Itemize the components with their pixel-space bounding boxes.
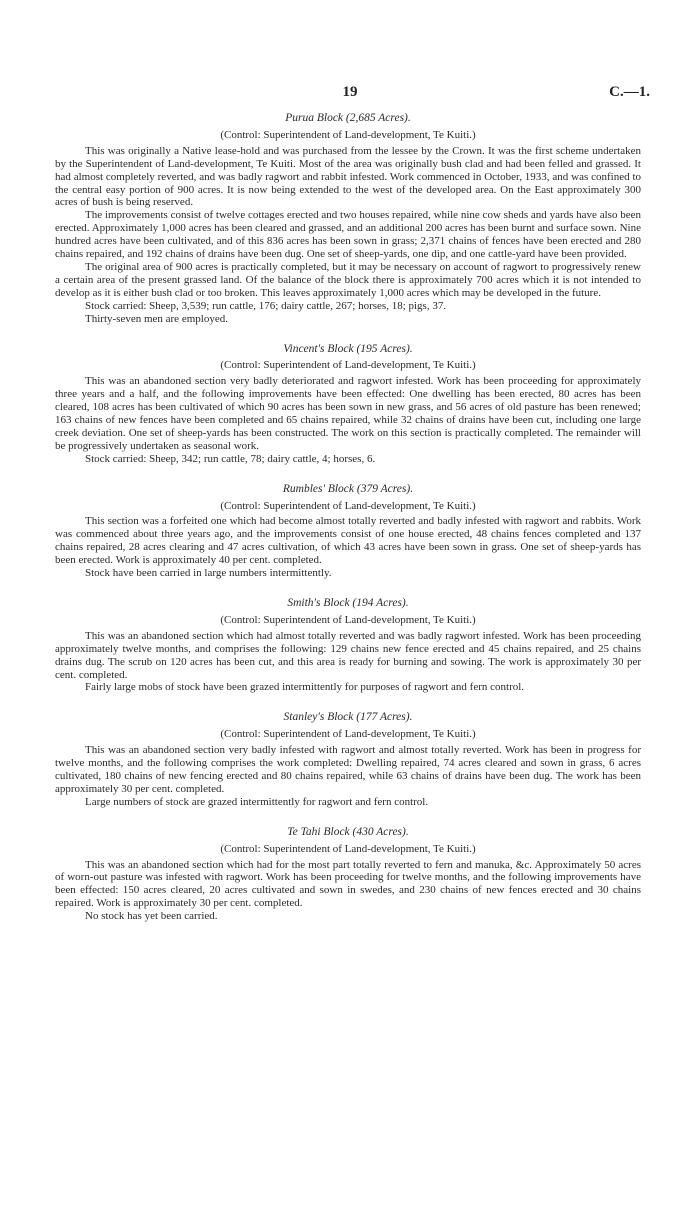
paragraph: Stock have been carried in large numbers intermittently. — [85, 567, 332, 580]
section-control: (Control: Superintendent of Land-development, Te Kuiti.) — [220, 359, 476, 372]
section-smiths-block — [55, 597, 641, 694]
section-rumbles-block — [55, 483, 641, 580]
section-control: (Control: Superintendent of Land-development, Te Kuiti.) — [220, 613, 476, 626]
paragraph: Large numbers of stock are grazed intermittently for ragwort and fern control. — [85, 795, 429, 808]
paragraph: This was an abandoned section which had for the most part totally reverted to fern and manuka, &c. Approximately 50 acres of worn-out pasture was infested with ragwort. Work has been proceeding for twelve months, and the following improvements have been effected: 150 acres cleared, 20 acres cultivated and sown in swedes, and 230 chains of new fences erected and 30 chains repaired. Work is approximately 30 per cent. completed. — [55, 858, 641, 910]
document-code: C.—1. — [609, 84, 650, 100]
section-control: (Control: Superintendent of Land-development, Te Kuiti.) — [220, 499, 476, 512]
section-stanleys-block — [55, 711, 641, 808]
paragraph: Fairly large mobs of stock have been grazed intermittently for purposes of ragwort and fern control. — [85, 681, 525, 694]
paragraph: The improvements consist of twelve cottages erected and two houses repaired, while nine cow sheds and yards have also been erected. Approximately 1,000 acres has been cleared and grassed, and an additional 200 acres has been burnt and surface sown. Nine hundred acres have been cultivated, and of this 836 acres has been sown in grass; 2,371 chains of fences have been erected and 280 chains repaired, and 192 chains of drains have been dug. One set of sheep-yards, one dip, and one cattle-yard have been provided. — [55, 209, 641, 261]
section-purua-block — [55, 112, 641, 326]
paragraph: The original area of 900 acres is practically completed, but it may be necessary on account of ragwort to progressively renew a certain area of the present grassed land. Of the balance of the block there is approximately 700 acres which it is not intended to develop as it is either bush clad or too broken. This leaves approximately 1,000 acres which may be developed in the future. — [55, 260, 641, 299]
paragraph: This was originally a Native lease-hold and was purchased from the lessee by the Crown. It was the first scheme undertaken by the Superintendent of Land-development, Te Kuiti. Most of the area was originally bush clad and had been felled and grassed. It had almost completely reverted, and was badly ragwort and rabbit infested. Work commenced in October, 1933, and was confined to the central easy portion of 900 acres. It is now being extended to the west of the developed area. On the East approximately 300 acres of bush is being reserved. — [55, 144, 641, 209]
section-heading: Purua Block (2,685 Acres). — [285, 112, 411, 124]
paragraph: Stock carried: Sheep, 3,539; run cattle, 176; dairy cattle, 267; horses, 18; pigs, 37. — [85, 299, 447, 312]
section-heading: Vincent's Block (195 Acres). — [283, 342, 413, 355]
section-heading: Rumbles' Block (379 Acres). — [282, 482, 414, 495]
paragraph: Thirty-seven men are employed. — [85, 312, 228, 325]
paragraph: This section was a forfeited one which had become almost totally reverted and badly infested with ragwort and rabbits. Work was commenced about three years ago, and the improvements consist of one house erected, 48 chains fences completed and 137 chains repaired, 28 acres clearing and 47 acres cultivation, of which 43 acres have been sown in grass. One set of sheep-yards has been erected. Work is approximately 40 per cent. completed. — [55, 515, 641, 567]
section-heading: Stanley's Block (177 Acres). — [283, 711, 413, 724]
section-heading: Te Tahi Block (430 Acres). — [287, 825, 409, 838]
paragraph: Stock carried: Sheep, 342; run cattle, 78; dairy cattle, 4; horses, 6. — [85, 452, 376, 465]
paragraph: This was an abandoned section very badly deteriorated and ragwort infested. Work has been proceeding for approximately three years and a half, and the following improvements have been effected: One dwelling has been erected, 80 acres has been cleared, 108 acres has been cultivated of which 90 acres has been sown in new grass, and 56 acres of old pasture has been renewed; 163 chains of new fences have been completed and 65 chains repaired, while 32 chains of drains have been cut, including one large creek deviation. One set of sheep-yards has been constructed. The work on this section is practically completed. The remainder will be progressively undertaken as seasonal work. — [55, 375, 641, 452]
paragraph: No stock has yet been carried. — [85, 910, 218, 923]
section-control: (Control: Superintendent of Land-development, Te Kuiti.) — [220, 842, 476, 855]
section-control: (Control: Superintendent of Land-development, Te Kuiti.) — [220, 128, 476, 141]
page-number: 19 — [342, 84, 358, 100]
section-te-tahi-block — [55, 826, 641, 923]
paragraph: This was an abandoned section very badly infested with ragwort and almost totally reverted. Work has been in progress for twelve months, and the following comprises the work completed: Dwelling repaired, 74 acres cleared and sown in grass, 6 acres cultivated, 180 chains of new fencing erected and 80 chains repaired, while 63 chains of drains have been dug. The work has been approximately 30 per cent. completed. — [55, 744, 641, 795]
section-control: (Control: Superintendent of Land-development, Te Kuiti.) — [220, 728, 476, 741]
paragraph: This was an abandoned section which had almost totally reverted and was badly ragwort infested. Work has been proceeding approximately twelve months, and comprises the following: 129 chains new fence erected and 45 chains repaired, and 25 chains drains dug. The scrub on 120 acres has been cut, and this area is ready for burning and sowing. The work is approximately 30 per cent. completed. — [55, 629, 641, 681]
section-heading: Smith's Block (194 Acres). — [287, 597, 409, 609]
section-vincents-block — [55, 343, 641, 466]
page-content — [55, 112, 641, 940]
